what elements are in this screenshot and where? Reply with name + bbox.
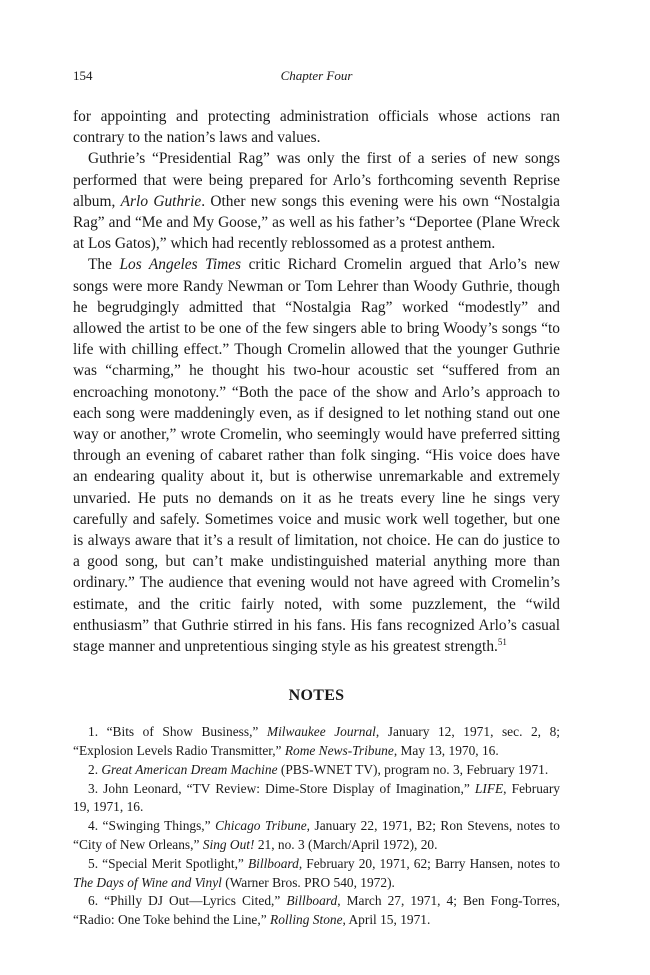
note-title: Rome News-Tribune [284,743,394,759]
note-item [73,761,560,780]
paragraph-text: The [88,256,120,274]
note-title: Rolling Stone [270,912,343,928]
publication-title: Los Angeles Times [119,256,242,274]
paragraph-text: Guthrie’s “Presidential Rag” was only the first of a series of new songs performed that were being prepared for Arlo’s forthcoming seventh Reprise album, [73,150,560,210]
note-text: , January 22, 1971, B2; Ron Stevens, notes to “City of New Orleans,” [73,818,560,853]
note-text: 6. “Philly DJ Out—Lyrics Cited,” [88,893,287,909]
album-title: Arlo Guthrie [120,192,202,210]
note-item [73,855,560,893]
note-title: Billboard [286,893,338,909]
note-text: 4. “Swinging Things,” [88,818,216,834]
body-text [73,106,560,657]
note-item [73,892,560,930]
note-text: , January 12, 1971, sec. 2, 8; “Explosion Levels Radio Transmitter,” [73,724,560,759]
paragraph-text: critic Richard Cromelin argued that Arlo’s new songs were more Randy Newman or Tom Lehrer than Woody Guthrie, though he begrudgingly admitted that “Nostalgia Rag” worked “modestly” and allowed the artist to be one of the few singers able to bring Woody’s songs “to life with chilling effect.” Though Cromelin allowed that the younger Guthrie was “charming,” he thought his two-hour acoustic set “suffered from an encroaching monotony.” “Both the pace of the show and Arlo’s approach to each song were maddeningly even, as if designed to let nothing stand out one way or another,” wrote Cromelin, who seemingly would have preferred sitting through an evening of cabaret rather than folk singing. “His voice does have an endearing quality about it, but is otherwise unremarkable and extremely unvaried. He puts no demands on it as he treats every line he sings very carefully and safely. Sometimes voice and music work well together, but one is always aware that it’s a result of limitation, not choice. He can do justice to a good song, but can’t make undistinguished material anything more than ordinary.” The audience that evening would not have agreed with Cromelin’s estimate, and the critic fairly noted, with some puzzlement, the “wild enthusiasm” that Guthrie stirred in his fans. His fans recognized Arlo’s casual stage manner and unpretentious singing style as his greatest strength. [73,256,560,656]
note-title: Billboard [247,855,299,871]
note-text: (Warner Bros. PRO 540, 1972). [221,874,395,890]
note-text: 5. “Special Merit Spotlight,” [88,855,248,871]
note-title: Milwaukee Journal [266,724,376,740]
note-text: , February 19, 1971, 16. [73,780,560,815]
paragraph-text: . Other new songs this evening were his own “Nostalgia Rag” and “Me and My Goose,” as well as his father’s “Deportee (Plane Wreck at Los Gatos),” which had recently reblossomed as a protest anthem. [73,192,560,253]
note-text: , May 13, 1970, 16. [393,743,499,759]
note-item [73,723,560,761]
note-text: 1. “Bits of Show Business,” [88,724,267,740]
note-title: Sing Out! [202,837,255,853]
paragraph [73,254,560,657]
note-text: , February 20, 1971, 62; Barry Hansen, notes to [298,855,560,871]
footnote-marker: 51 [497,636,507,647]
note-title: Chicago Tribune [215,818,307,834]
paragraph: for appointing and protecting administration officials whose actions ran contrary to the nation’s laws and values. [73,108,560,147]
notes-list [73,723,560,930]
note-text: 3. John Leonard, “TV Review: Dime-Store Display of Imagination,” [88,780,475,796]
note-text: (PBS-WNET TV), program no. 3, February 1971. [277,761,549,777]
notes-heading: NOTES [288,687,345,705]
running-head: Chapter Four [280,68,353,83]
note-title: The Days of Wine and Vinyl [73,874,222,890]
note-text: 2. [88,761,102,777]
note-title: Great American Dream Machine [101,761,278,777]
note-item [73,817,560,855]
note-item [73,780,560,818]
page-number: 154 [73,68,93,83]
note-text: 21, no. 3 (March/April 1972), 20. [254,837,438,853]
note-text: , April 15, 1971. [342,912,431,928]
book-page [73,68,560,930]
note-text: , March 27, 1971, 4; Ben Fong-Torres, “Radio: One Toke behind the Line,” [73,893,560,928]
note-title: LIFE [474,780,504,796]
paragraph [73,148,560,254]
page-header [73,68,560,90]
